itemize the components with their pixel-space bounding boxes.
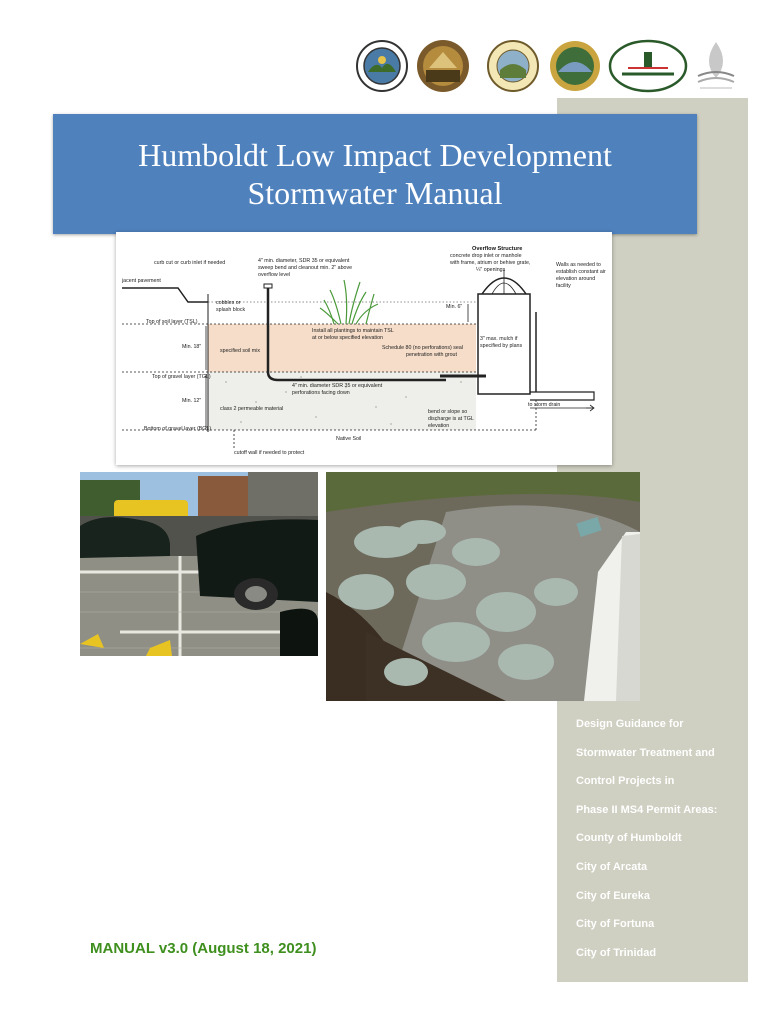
- sidebar-line-8: City of Fortuna: [576, 918, 655, 931]
- label-overflow-2: with frame, atrium or behive grate,: [450, 260, 531, 266]
- label-soil-mix: specified soil mix: [220, 348, 261, 354]
- label-bgl: Bottom of gravel layer (BGL): [144, 426, 212, 432]
- label-overflow-3: ¼" openings: [476, 267, 506, 273]
- label-sch80-1: Schedule 80 (no perforations) seal: [382, 345, 463, 351]
- sidebar-description: [576, 714, 746, 971]
- label-perf-1: 4" min. diameter SDR 35 or equivalent: [292, 383, 383, 389]
- city-of-fortuna-seal: [548, 38, 602, 94]
- label-walls-1: Walls as needed to: [556, 262, 601, 268]
- label-native-soil: Native Soil: [336, 436, 362, 442]
- label-pipe-1: 4" min. diameter, SDR 35 or equivalent: [258, 258, 350, 264]
- label-bend-3: elevation: [428, 423, 450, 429]
- label-curb-cut: curb cut or curb inlet if needed: [154, 260, 226, 266]
- bioretention-cross-section-diagram: [116, 232, 612, 465]
- title-line-2: Stormwater Manual: [247, 175, 503, 211]
- label-min12: Min. 12": [182, 398, 202, 404]
- manual-version: MANUAL v3.0 (August 18, 2021): [90, 940, 317, 957]
- label-class2: class 2 permeable material: [220, 406, 284, 412]
- label-walls-2: establish constant air: [556, 269, 606, 275]
- label-tgl: Top of gravel layer (TGL): [152, 374, 211, 380]
- label-sch80-2: penetration with grout: [406, 352, 457, 358]
- label-cutoff: cutoff wall if needed to protect: [234, 450, 305, 456]
- label-bend-2: discharge is at TGL: [428, 416, 474, 422]
- title-line-1: Humboldt Low Impact Development: [138, 137, 612, 173]
- label-pipe-2: sweep bend and cleanout min. 2" above: [258, 265, 353, 271]
- label-min6: Min. 6": [446, 304, 463, 310]
- bioretention-planting-photo: [326, 472, 640, 701]
- sidebar-line-9: City of Trinidad: [576, 946, 657, 959]
- label-cobbles-1: cobbles or: [216, 300, 241, 306]
- label-bend-1: bend or slope so: [428, 409, 468, 415]
- sidebar-line-2: Stormwater Treatment and: [576, 746, 715, 759]
- title-banner: [53, 114, 697, 234]
- city-of-trinidad-seal: [608, 38, 688, 94]
- label-tsl: Top of soil layer (TSL): [146, 319, 198, 325]
- label-perf-2: perforations facing down: [292, 390, 350, 396]
- sidebar-line-7: City of Eureka: [576, 889, 650, 902]
- label-overflow-1: concrete drop inlet or manhole: [450, 253, 522, 259]
- label-mulch-1: 3" max. mulch if: [480, 336, 518, 342]
- sidebar-line-3: Control Projects in: [576, 775, 675, 788]
- sidebar-line-5: County of Humboldt: [576, 832, 682, 845]
- county-of-humboldt-seal: [356, 38, 408, 94]
- sidebar-line-6: City of Arcata: [576, 860, 648, 873]
- city-of-arcata-seal: [414, 38, 472, 94]
- label-overflow-title: Overflow Structure: [472, 246, 523, 252]
- label-plantings-2: at or below specified elevation: [312, 335, 383, 341]
- label-storm-drain: to storm drain: [528, 402, 561, 408]
- label-walls-3: elevation around: [556, 276, 596, 282]
- city-of-eureka-seal: [486, 38, 540, 94]
- stormwater-coalition-logo: [692, 38, 740, 94]
- label-pavement: jacent pavement: [122, 278, 161, 284]
- sidebar-line-4: Phase II MS4 Permit Areas:: [576, 803, 718, 816]
- label-cobbles-2: splash block: [216, 307, 246, 313]
- label-pipe-3: overflow level: [258, 272, 291, 278]
- label-plantings-1: Install all plantings to maintain TSL: [312, 328, 394, 334]
- label-min18: Min. 18": [182, 344, 202, 350]
- partner-logos: [352, 38, 742, 94]
- label-mulch-2: specified by plans: [480, 343, 523, 349]
- permeable-pavement-parking-photo: [80, 472, 318, 656]
- sidebar-line-1: Design Guidance for: [576, 718, 684, 730]
- label-walls-4: facility: [556, 283, 571, 289]
